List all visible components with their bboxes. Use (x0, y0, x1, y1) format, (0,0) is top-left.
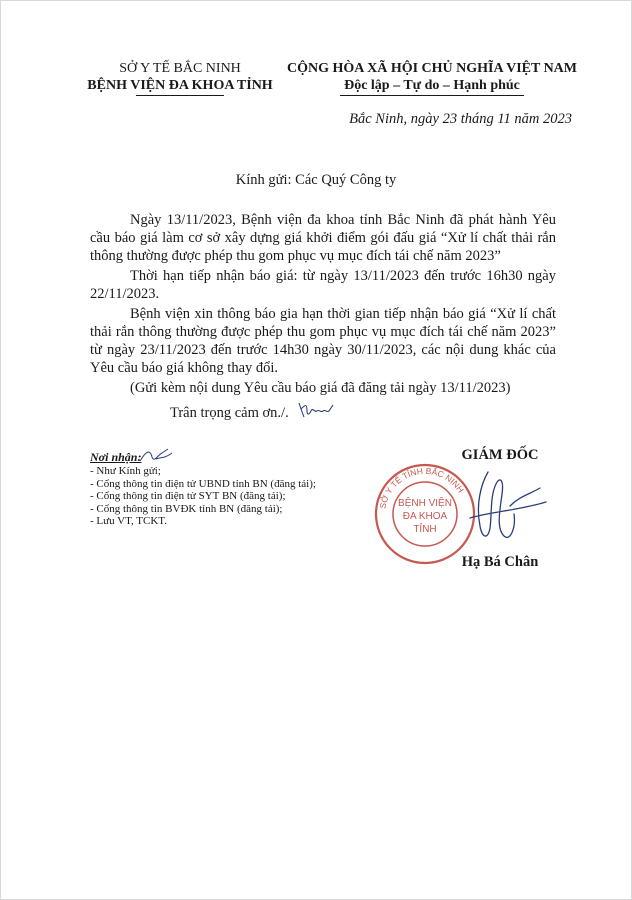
issuer-org: SỞ Y TẾ BẮC NINH (119, 61, 241, 76)
seal-ring-text: SỞ Y TẾ TỈNH BẮC NINH (377, 465, 466, 510)
issuer-header (70, 60, 290, 96)
seal-line-1: BỆNH VIỆN (398, 498, 452, 509)
recipients-block (90, 447, 370, 528)
closing-thanks: Trân trọng cảm ơn./. (170, 405, 289, 421)
letter-body (90, 211, 556, 422)
signer-position: GIÁM ĐỐC (461, 447, 539, 463)
recipient-item: - Như Kính gửi; (90, 465, 161, 477)
seal-line-2: ĐA KHOA (402, 511, 448, 522)
seal-line-3: TỈNH (413, 524, 437, 535)
paragraph-4: (Gửi kèm nội dung Yêu cầu báo giá đã đăng tải ngày 13/11/2023) (130, 380, 511, 396)
paragraph-1: Ngày 13/11/2023, Bệnh viện đa khoa tỉnh Bắc Ninh đã phát hành Yêu cầu báo giá làm cơ sở xây dựng giá khởi điểm gói đấu giá “Xử lí chất thải rắn thông thường được phép thu gom phục vụ mục đích tái chế năm 2023” (90, 212, 556, 264)
paragraph-2: Thời hạn tiếp nhận báo giá: từ ngày 13/11/2023 đến trước 16h30 ngày 22/11/2023. (90, 268, 556, 302)
recipient-item: - Cổng thông tin điện tử SYT BN (đăng tải); (90, 490, 286, 503)
salutation: Kính gửi: Các Quý Công ty (235, 172, 397, 188)
director-signature (450, 466, 560, 550)
initials-signature (295, 399, 339, 421)
motto-underline (340, 95, 524, 96)
recipient-item: - Cổng thông tin BVĐK tỉnh BN (đăng tải); (90, 502, 283, 515)
national-motto: Độc lập – Tự do – Hạnh phúc (344, 78, 520, 93)
recipient-item: - Cổng thông tin điện tử UBND tỉnh BN (đăng tải); (90, 477, 316, 490)
recipients-initials (138, 447, 178, 465)
issuer-underline (136, 95, 224, 96)
paragraph-5 (90, 399, 556, 422)
paragraph-3: Bệnh viện xin thông báo gia hạn thời gian tiếp nhận báo giá “Xử lí chất thải rắn thông thường được phép thu gom phục vụ mục đích tái chế năm 2023” từ ngày 23/11/2023 đến trước 14h30 ngày 30/11/2023, các nội dung khác của Yêu cầu báo giá không thay đổi. (90, 306, 556, 376)
dateline: Bắc Ninh, ngày 23 tháng 11 năm 2023 (349, 111, 572, 127)
recipients-heading-row (90, 447, 370, 465)
recipient-item: - Lưu VT, TCKT. (90, 515, 167, 528)
issuer-hospital: BỆNH VIỆN ĐA KHOA TỈNH (87, 78, 273, 93)
signer-name: Hạ Bá Chân (461, 554, 539, 570)
national-title: CỘNG HÒA XÃ HỘI CHỦ NGHĨA VIỆT NAM (286, 61, 577, 76)
national-header (284, 60, 580, 96)
recipients-heading: Nơi nhận: (90, 450, 142, 464)
